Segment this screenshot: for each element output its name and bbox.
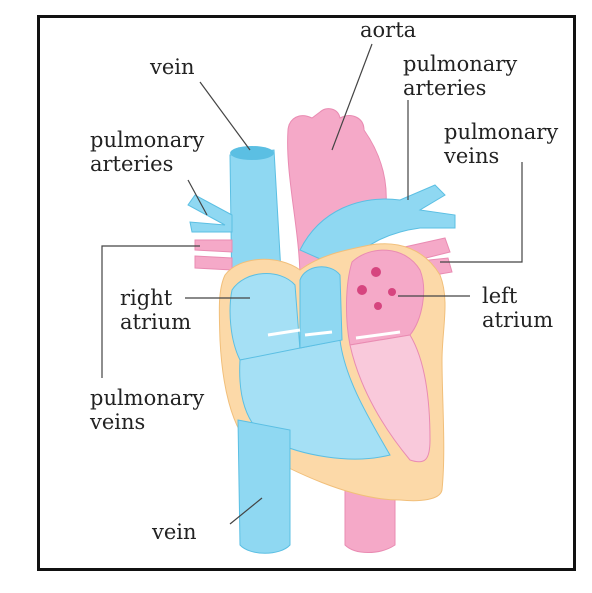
right-pulmonary-arteries-shape — [188, 195, 232, 232]
label-pulmonary-veins-right: pulmonary veins — [444, 120, 559, 168]
label-left-atrium: left atrium — [482, 284, 554, 332]
label-pulmonary-veins-left: pulmonary veins — [90, 386, 205, 434]
pulmonary-vein-opening-3 — [388, 288, 396, 296]
label-aorta: aorta — [360, 18, 417, 42]
inferior-vein-shape — [238, 420, 290, 553]
label-right-atrium: right atrium — [120, 286, 192, 334]
label-vein-top: vein — [150, 55, 195, 79]
superior-vein-opening — [230, 146, 274, 160]
label-pulmonary-arteries-right: pulmonary arteries — [403, 52, 518, 100]
leader-pulmonary-veins-right — [440, 162, 522, 262]
right-pulmonary-veins-shape — [195, 240, 232, 270]
leader-vein-top — [200, 82, 250, 150]
label-vein-bottom: vein — [152, 520, 197, 544]
label-pulmonary-arteries-left: pulmonary arteries — [90, 128, 205, 176]
pulmonary-vein-opening-2 — [357, 285, 367, 295]
pulmonary-vein-opening-1 — [371, 267, 381, 277]
pulmonary-vein-opening-4 — [374, 302, 382, 310]
left-atrium-shape — [346, 250, 423, 345]
right-atrium-shape — [230, 274, 300, 360]
